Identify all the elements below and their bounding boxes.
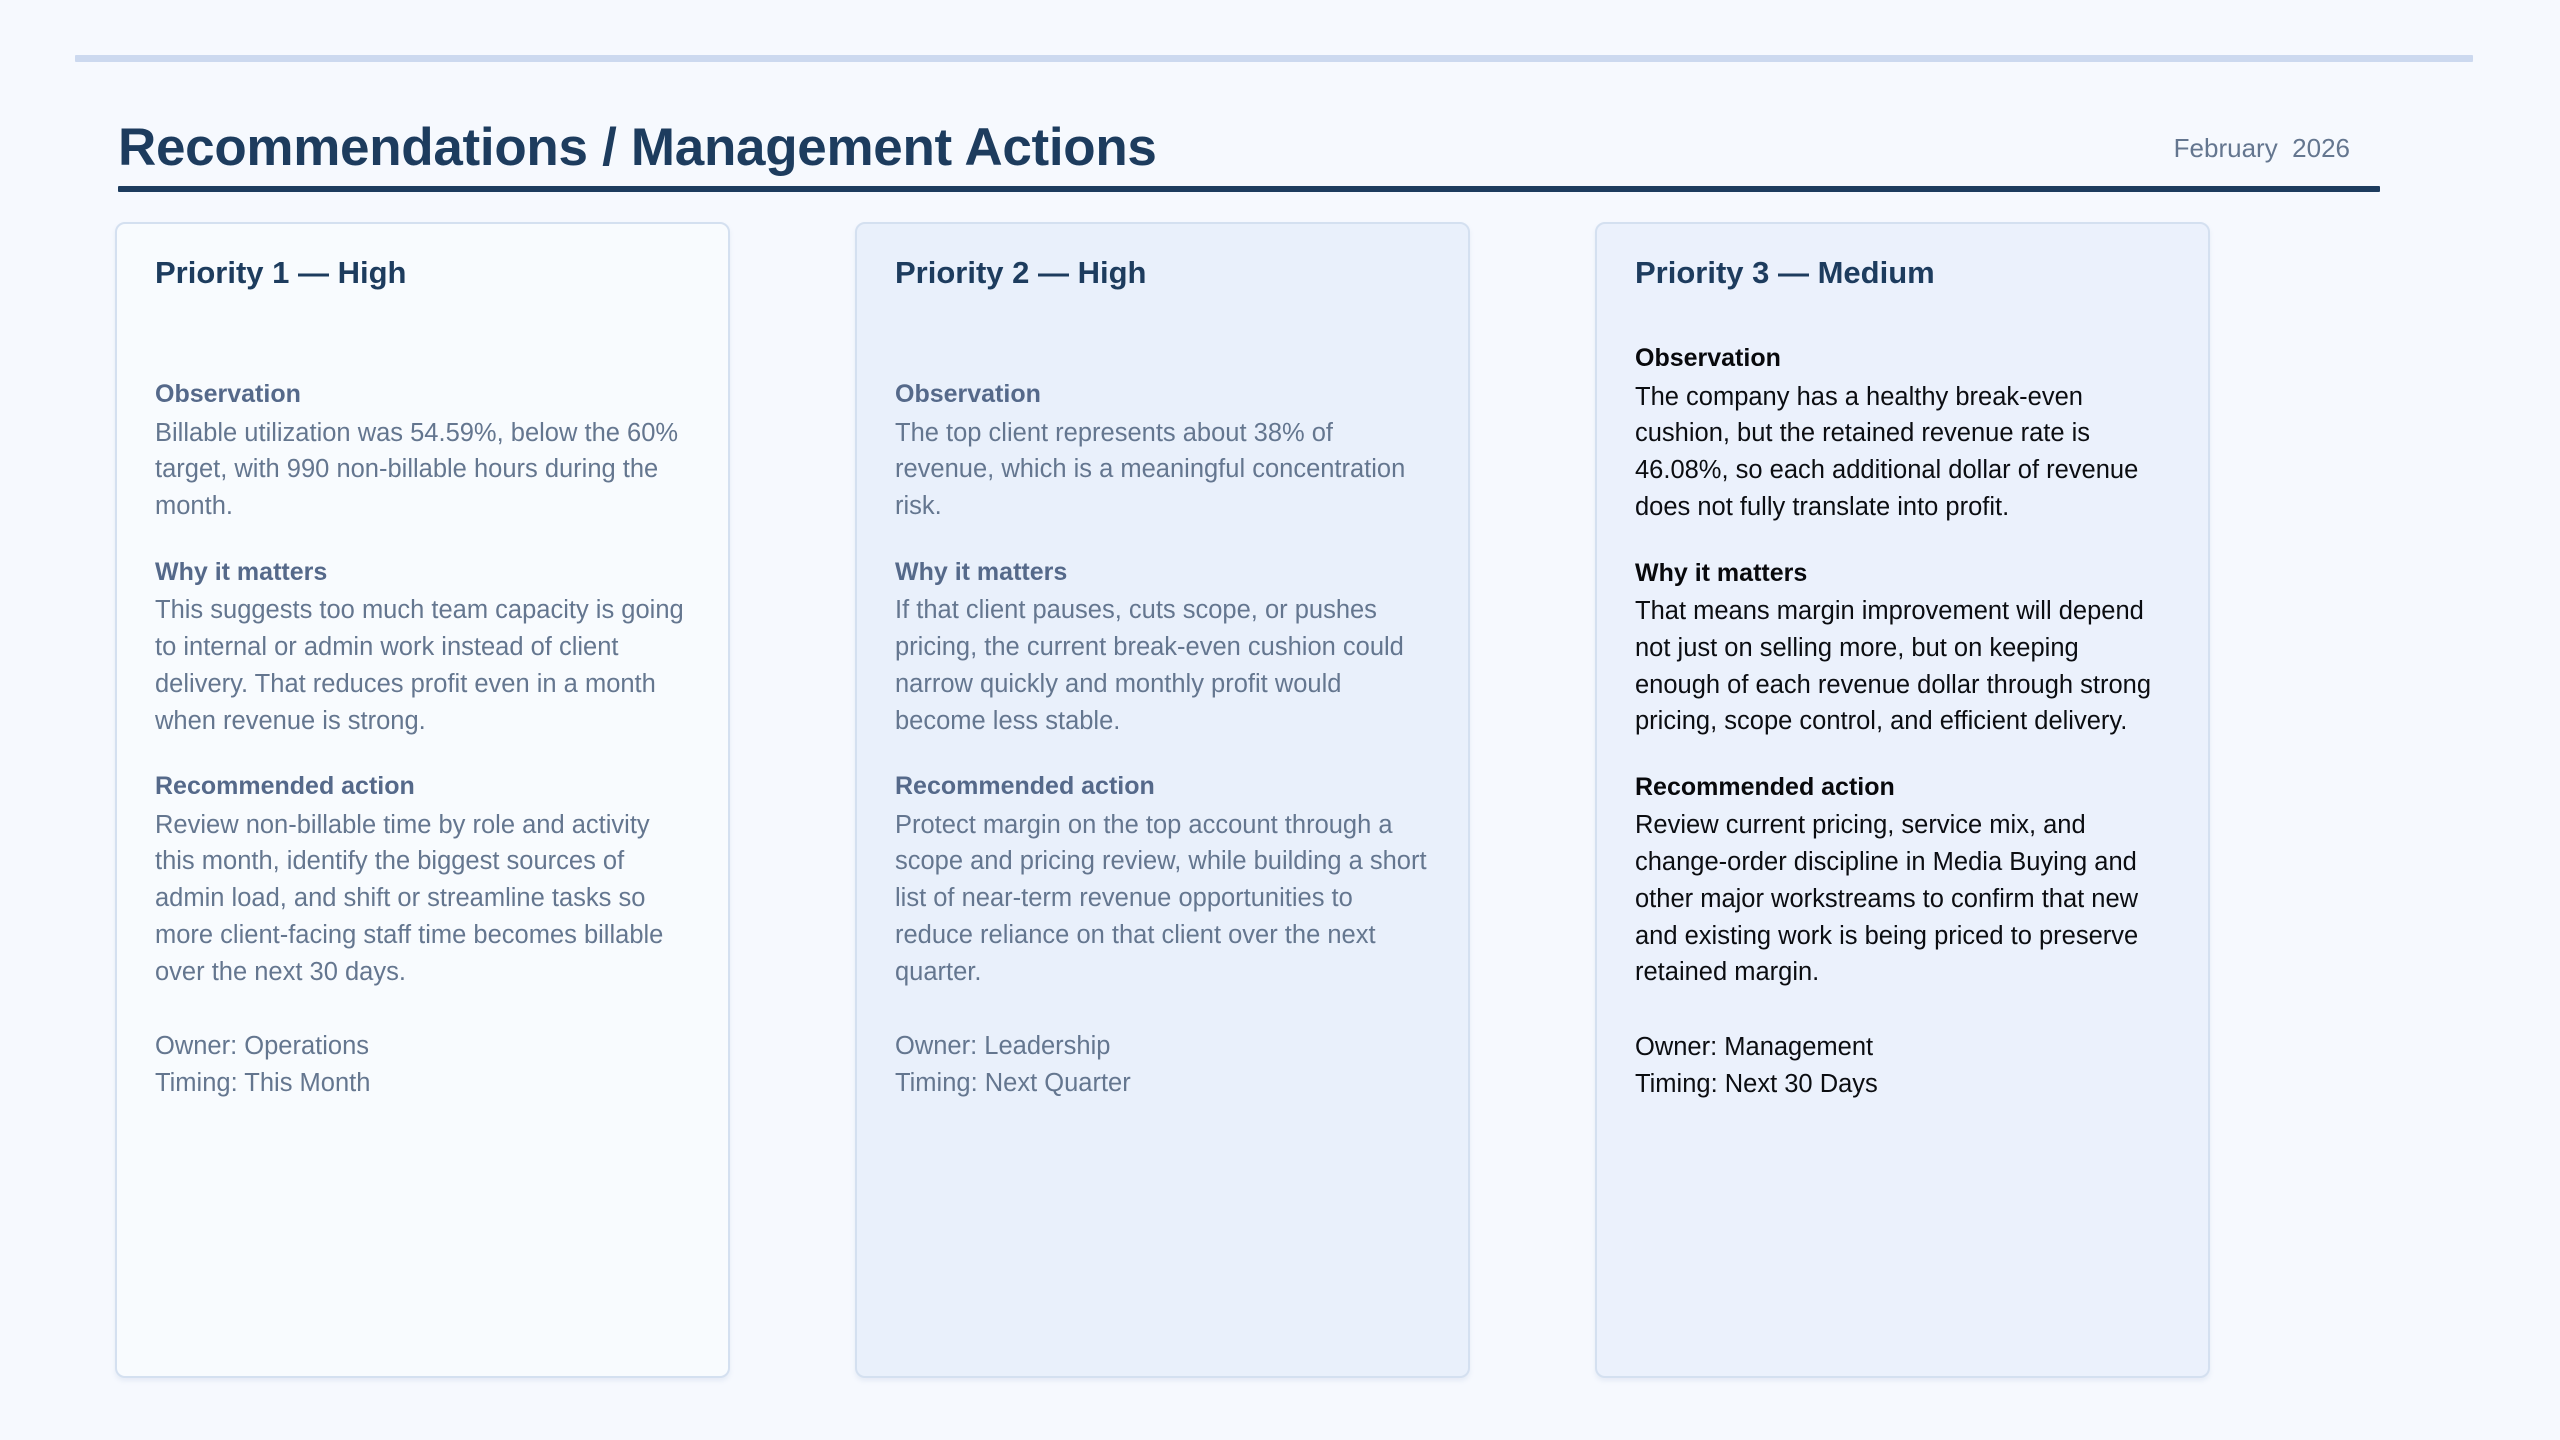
observation-block	[155, 377, 690, 525]
observation-text: The top client represents about 38% of revenue, which is a meaningful concentration risk.	[895, 418, 1406, 521]
observation-label: Observation	[1635, 344, 1781, 373]
recommended-action-block	[155, 769, 690, 990]
timing-text: Timing: This Month	[155, 1069, 371, 1098]
recommended-action-label: Recommended action	[1635, 772, 1895, 801]
why-it-matters-label: Why it matters	[895, 557, 1068, 586]
why-it-matters-text: If that client pauses, cuts scope, or pushes pricing, the current break-even cushion could narrow quickly and monthly profit would become less stable.	[895, 596, 1404, 735]
card-meta	[1635, 1029, 2170, 1103]
priority-card-2-title: Priority 2 — High	[895, 255, 1147, 290]
observation-text: The company has a healthy break-even cushion, but the retained revenue rate is 46.08%, so each additional dollar of revenue does not fully translate into profit.	[1635, 382, 2139, 521]
timing-text: Timing: Next Quarter	[895, 1069, 1131, 1098]
why-it-matters-label: Why it matters	[155, 557, 328, 586]
recommended-action-block	[895, 769, 1430, 990]
recommended-action-text: Review non-billable time by role and activity this month, identify the biggest sources of admin load, and shift or streamline tasks so more client-facing staff time becomes billable over the next 30 days.	[155, 810, 664, 986]
why-it-matters-block	[895, 555, 1430, 739]
priority-cards-row	[115, 222, 2211, 1378]
card-meta	[895, 1028, 1430, 1102]
recommended-action-label: Recommended action	[155, 772, 415, 801]
recommended-action-block	[1635, 770, 2170, 991]
observation-label: Observation	[155, 380, 301, 409]
observation-text: Billable utilization was 54.59%, below the 60% target, with 990 non-billable hours during the month.	[155, 418, 679, 521]
page-header	[118, 92, 2380, 186]
priority-card-1[interactable]	[115, 222, 730, 1378]
owner-text: Owner: Operations	[155, 1032, 370, 1061]
observation-block	[895, 377, 1430, 525]
recommended-action-text: Review current pricing, service mix, and change-order discipline in Media Buying and other major workstreams to confirm that new and existing work is being priced to preserve retained margin.	[1635, 811, 2139, 987]
priority-card-2[interactable]	[855, 222, 1470, 1378]
owner-text: Owner: Management	[1635, 1033, 1874, 1062]
why-it-matters-label: Why it matters	[1635, 558, 1808, 587]
priority-card-3[interactable]	[1595, 222, 2210, 1378]
priority-card-1-title: Priority 1 — High	[155, 255, 407, 290]
recommended-action-text: Protect margin on the top account through a scope and pricing review, while building a short list of near-term revenue opportunities to reduce reliance on that client over the next quarter.	[895, 810, 1427, 986]
reporting-period-label: February 2026	[2173, 133, 2350, 163]
timing-text: Timing: Next 30 Days	[1635, 1070, 1878, 1098]
top-divider-rule	[75, 55, 2473, 62]
header-divider-rule	[118, 186, 2380, 192]
why-it-matters-block	[1635, 556, 2170, 740]
card-meta	[155, 1028, 690, 1102]
recommended-action-label: Recommended action	[895, 772, 1155, 801]
owner-text: Owner: Leadership	[895, 1032, 1111, 1061]
priority-card-3-title: Priority 3 — Medium	[1635, 255, 1935, 290]
page-title: Recommendations / Management Actions	[118, 118, 1157, 177]
observation-block	[1635, 341, 2170, 525]
why-it-matters-block	[155, 555, 690, 739]
observation-label: Observation	[895, 380, 1041, 409]
why-it-matters-text: That means margin improvement will depend not just on selling more, but on keeping enough of each revenue dollar through strong pricing, scope control, and efficient delivery.	[1635, 597, 2152, 736]
why-it-matters-text: This suggests too much team capacity is going to internal or admin work instead of client delivery. That reduces profit even in a month when revenue is strong.	[155, 596, 684, 735]
